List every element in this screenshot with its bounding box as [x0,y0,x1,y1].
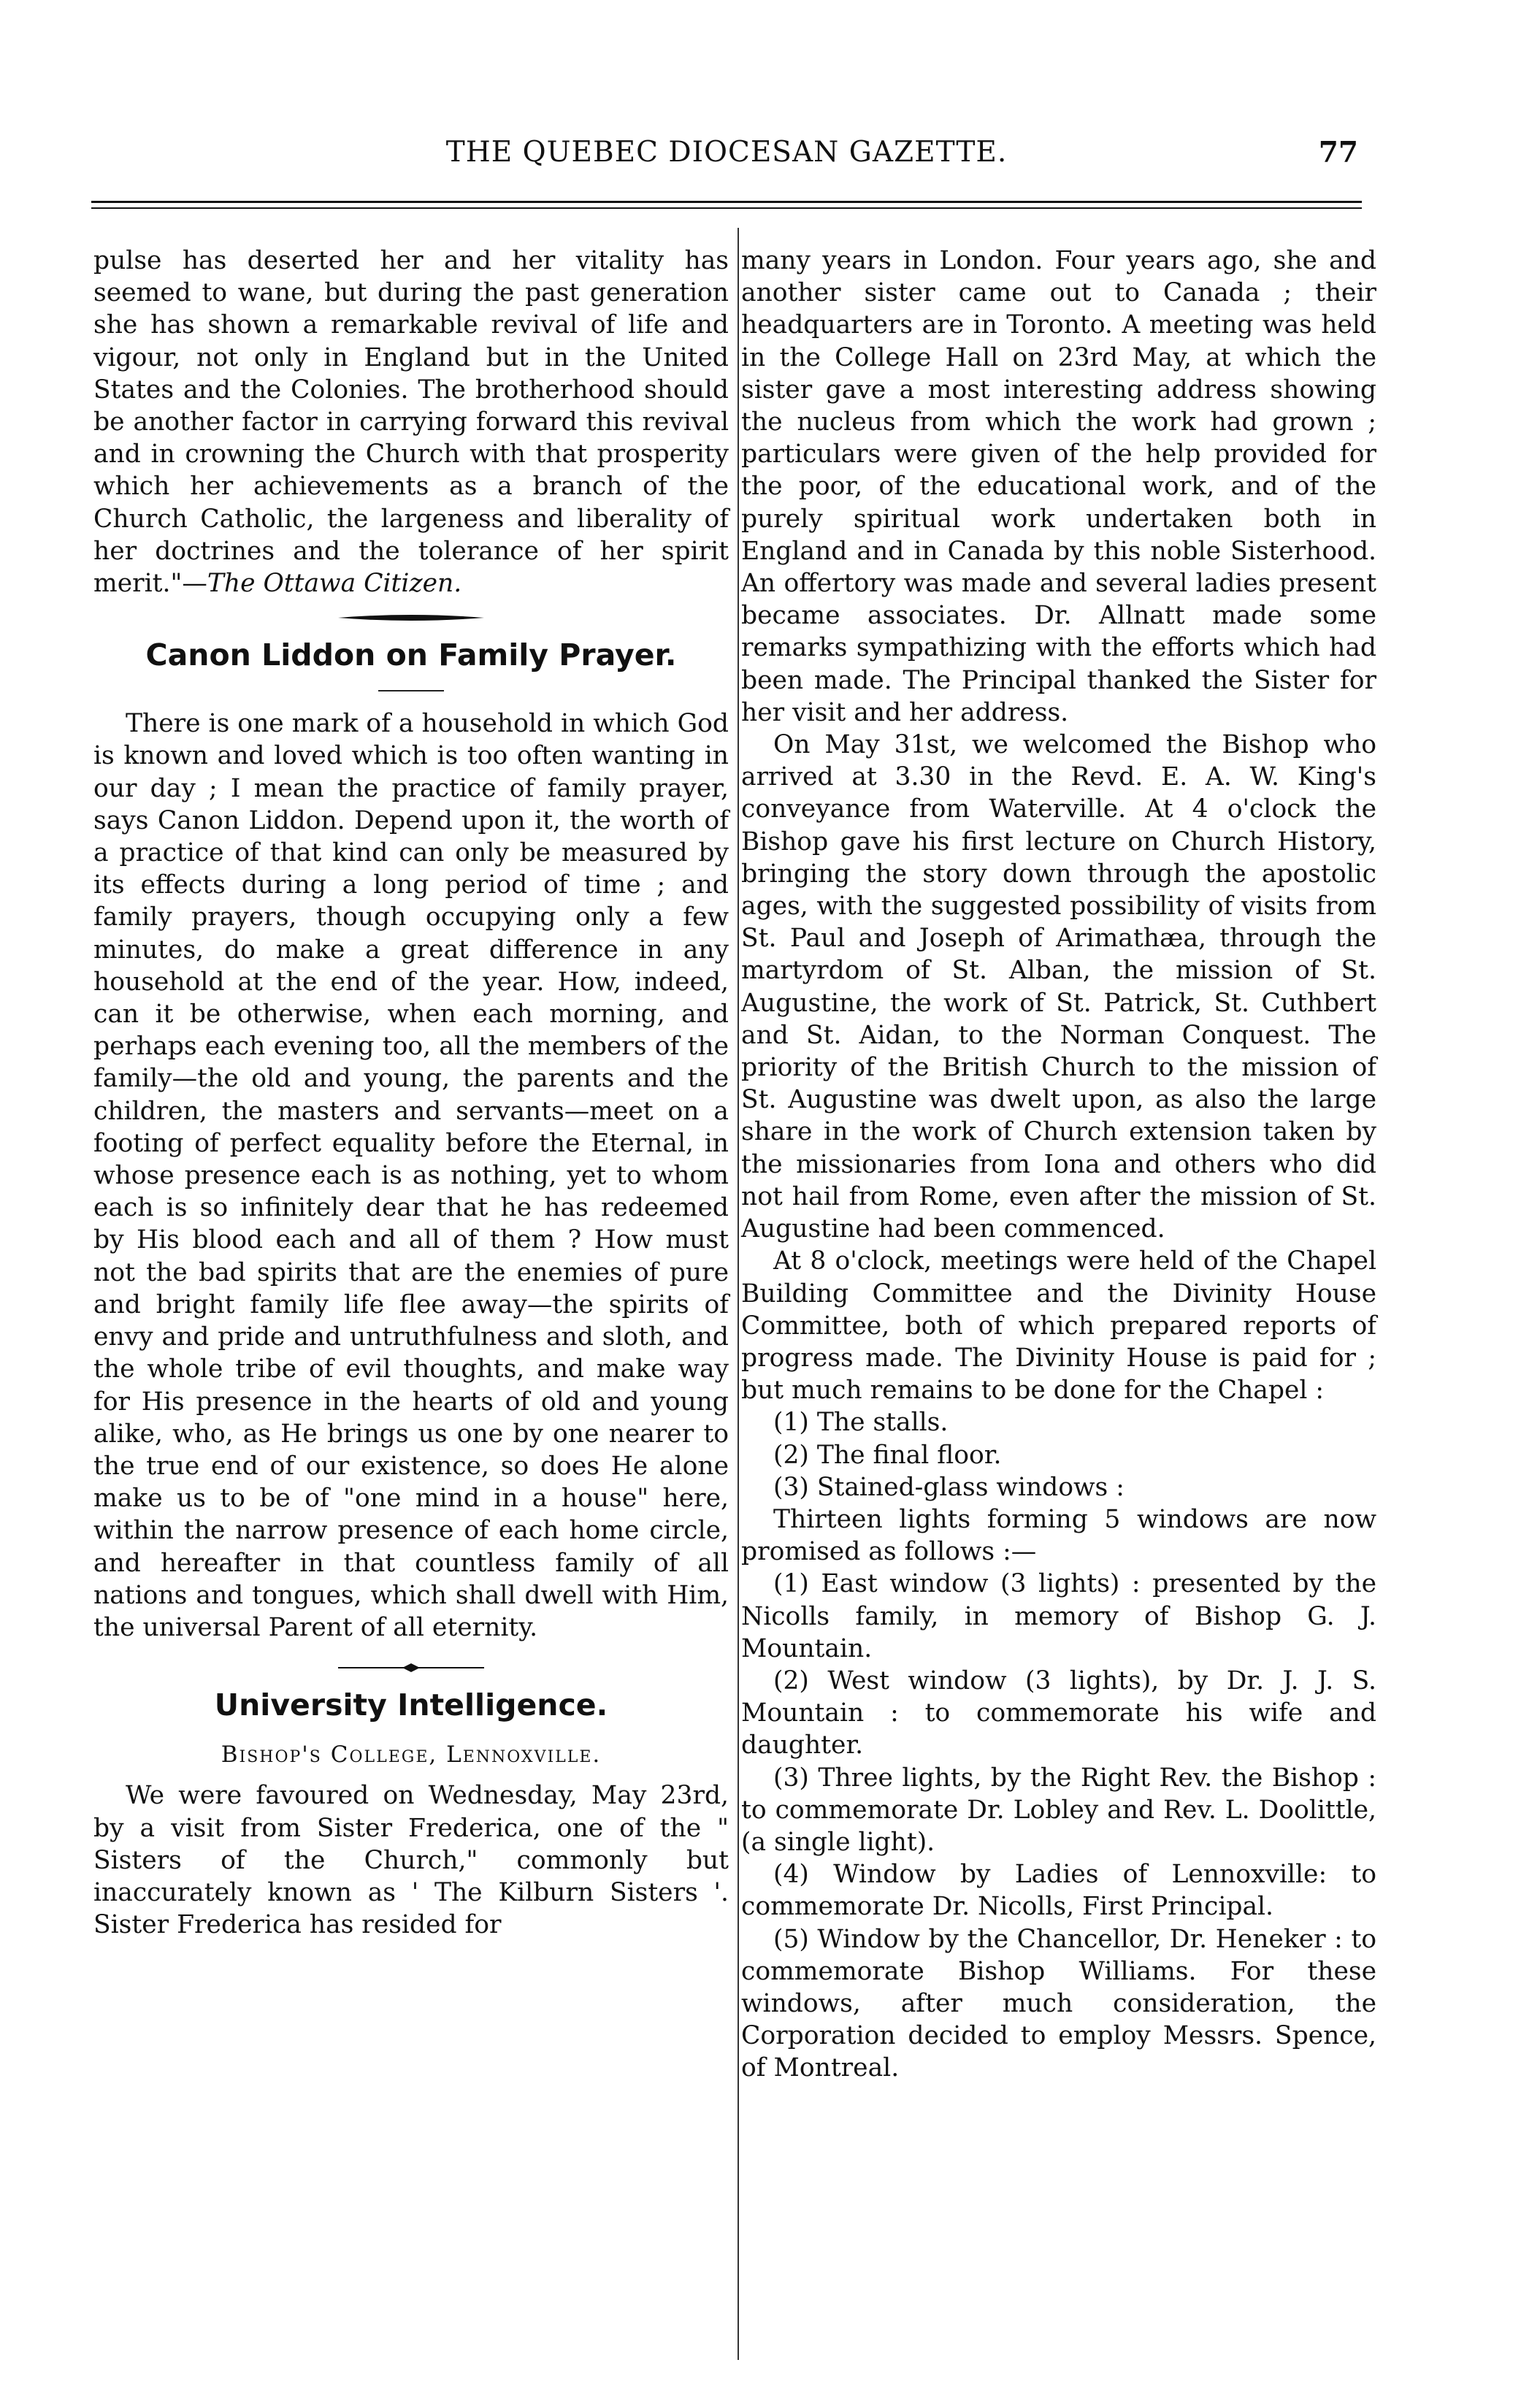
header-rule-bottom [91,207,1362,209]
right-column [741,245,1376,2085]
window-item: (2) West window (3 lights), by Dr. J. J. S. Mountain : to commemorate his wife and daughter. [741,1666,1376,1760]
window-item: (4) Window by Ladies of Lennoxville: to commemorate Dr. Nicolls, First Principal. [741,1860,1376,1922]
intro-text: pulse has deserted her and her vitality has seemed to wane, but during the past generation she has shown a remarkable revival of life and vigour, not only in England but in the United States and the Colonies. The brotherhood should be another factor in carrying forward this revival and in crowning the Church with that prosperity which her achievements as a branch of the Church Catholic, the largeness and liberality of her doctrines and the tolerance of her spirit merit."— [93,246,729,599]
windows-intro-paragraph: Thirteen lights forming 5 windows are now promised as follows :— [741,1504,1376,1567]
window-item: (1) East window (3 lights) : presented by the Nicolls family, in memory of Bishop G. J. Mountain. [741,1569,1376,1663]
window-item: (3) Three lights, by the Right Rev. the Bishop : to commemorate Dr. Lobley and Rev. L. Doolittle, (a single light). [741,1763,1376,1857]
chapel-list-item: (3) Stained-glass windows : [773,1472,1125,1502]
section-title-university: University Intelligence. [214,1687,608,1723]
intro-source: The Ottawa Citizen. [207,569,462,599]
chapel-list-item: (1) The stalls. [773,1408,949,1438]
bishop-visit-paragraph: On May 31st, we welcomed the Bishop who arrived at 3.30 in the Revd. E. A. W. King's conveyance from Waterville. At 4 o'clock the Bishop gave his first lecture on Church History, bringing the story down through the apostolic ages, with the suggested possibility of visits from St. Paul and Joseph of Arimathæa, through the martyrdom of St. Alban, the mission of St. Augustine, the work of St. Patrick, St. Cuthbert and St. Aidan, to the Norman Conquest. The priority of the British Church to the mission of St. Augustine was dwelt upon, as also the large share in the work of Church extension taken by the missionaries from Iona and others who did not hail from Rome, even after the mission of St. Augustine had been commenced. [741,730,1376,1244]
committees-paragraph: At 8 o'clock, meetings were held of the Chapel Building Committee and the Divinity House Committee, both of which prepared reports of progress made. The Divinity House is paid for ; but much remains to be done for the Chapel : [741,1246,1376,1406]
section-ornament [338,613,484,623]
page-number: 77 [1318,136,1358,169]
column-divider [738,228,739,2360]
left-column [93,245,729,1941]
college-subtitle: Bishop's College, Lennoxville. [221,1741,602,1769]
window-item: (5) Window by the Chancellor, Dr. Heneker : to commemorate Bishop Williams. For these windows, after much consideration, the Corporation decided to employ Messrs. Spence, of Montreal. [741,1924,1376,2083]
running-head [95,136,1358,180]
section-ornament [338,1663,484,1673]
university-paragraph: We were favoured on Wednesday, May 23rd, by a visit from Sister Frederica, one of the " Sisters of the Church," commonly but inaccurately known as ' The Kilburn Sisters '. Sister Frederica has resided for [93,1781,729,1940]
canon-liddon-paragraph: There is one mark of a household in which God is known and loved which is too often wanting in our day ; I mean the practice of family prayer, says Canon Liddon. Depend upon it, the worth of a practice of that kind can only be measured by its effects during a long period of time ; and family prayers, though occupying only a few minutes, do make a great difference in any household at the end of the year. How, indeed, can it be otherwise, when each morning, and perhaps each evening too, all the members of the family—the old and young, the parents and the children, the masters and servants—meet on a footing of perfect equality before the Eternal, in whose presence each is as nothing, yet to whom each is so infinitely dear that he has redeemed by His blood each and all of them ? How must not the bad spirits that are the enemies of pure and bright family life flee away—the spirits of envy and pride and untruthfulness and sloth, and the whole tribe of evil thoughts, and make way for His presence in the hearts of old and young alike, who, as He brings us one by one nearer to the true end of our existence, so does He alone make us to be of "one mind in a house" here, within the narrow presence of each home circle, and hereafter in that countless family of all nations and tongues, which shall dwell with Him, the universal Parent of all eternity. [93,709,729,1642]
chapel-list-item: (2) The final floor. [773,1440,1002,1470]
intro-paragraph [93,245,729,599]
running-title: THE QUEBEC DIOCESAN GAZETTE. [445,136,1008,169]
short-rule [378,690,444,691]
sister-visit-paragraph: many years in London. Four years ago, she and another sister came out to Canada ; their headquarters are in Toronto. A meeting was held in the College Hall on 23rd May, at which the sister gave a most interesting address showing the nucleus from which the work had grown ; particulars were given of the help provided for the poor, of the educational work, and of the purely spiritual work undertaken both in England and in Canada by this noble Sisterhood. An offertory was made and several ladies present became associates. Dr. Allnatt made some remarks sympathizing with the efforts which had been made. The Principal thanked the Sister for her visit and her address. [741,246,1376,727]
section-title-canon-liddon: Canon Liddon on Family Prayer. [145,637,677,673]
header-rule-top [91,201,1362,203]
